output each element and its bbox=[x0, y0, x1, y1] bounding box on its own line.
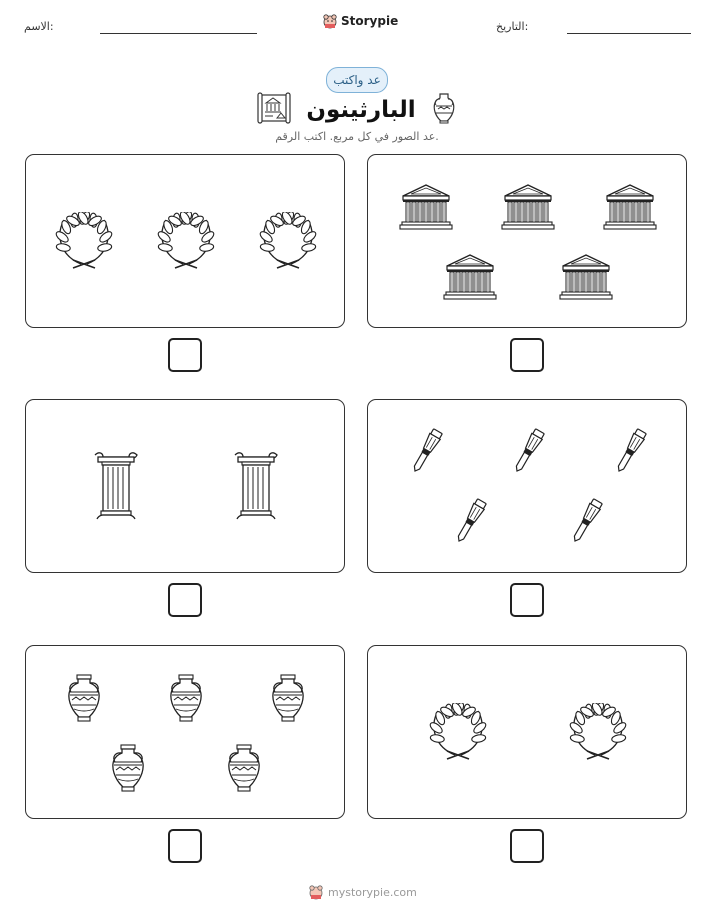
date-field-line[interactable] bbox=[567, 33, 691, 34]
page-title bbox=[0, 92, 714, 128]
title-text: البارثينون bbox=[306, 97, 416, 123]
laurel-wreath-icon bbox=[51, 212, 117, 276]
brand-logo bbox=[322, 13, 398, 29]
count-card-vases bbox=[25, 645, 345, 819]
laurel-wreath-icon bbox=[565, 703, 631, 767]
answer-box-temples[interactable] bbox=[510, 338, 544, 372]
parthenon-temple-icon bbox=[399, 183, 453, 235]
instructions: عد الصور في كل مربع. اكتب الرقم. bbox=[275, 130, 439, 143]
scroll-map-icon bbox=[257, 92, 291, 128]
storypie-mascot-icon bbox=[308, 884, 324, 900]
count-card-columns bbox=[25, 399, 345, 573]
parthenon-temple-icon bbox=[443, 253, 497, 305]
answer-box-wreaths[interactable] bbox=[168, 338, 202, 372]
parthenon-temple-icon bbox=[501, 183, 555, 235]
brand-name: Storypie bbox=[341, 14, 399, 28]
count-card-wreaths bbox=[25, 154, 345, 328]
amphora-vase-icon bbox=[64, 673, 104, 727]
count-card-temples bbox=[367, 154, 687, 328]
answer-box-wreaths-small[interactable] bbox=[510, 829, 544, 863]
date-label: التاريخ: bbox=[496, 20, 529, 33]
amphora-vase-icon bbox=[166, 673, 206, 727]
answer-box-columns[interactable] bbox=[168, 583, 202, 617]
chisel-icon bbox=[566, 496, 606, 552]
amphora-vase-icon bbox=[108, 743, 148, 797]
parthenon-temple-icon bbox=[603, 183, 657, 235]
count-card-wreaths-small bbox=[367, 645, 687, 819]
laurel-wreath-icon bbox=[425, 703, 491, 767]
amphora-vase-icon bbox=[431, 92, 457, 128]
activity-badge: عد واكتب bbox=[326, 67, 388, 93]
name-field-line[interactable] bbox=[100, 33, 257, 34]
amphora-vase-icon bbox=[224, 743, 264, 797]
chisel-icon bbox=[450, 496, 490, 552]
answer-box-vases[interactable] bbox=[168, 829, 202, 863]
greek-column-icon bbox=[233, 451, 279, 527]
chisel-icon bbox=[406, 426, 446, 482]
greek-column-icon bbox=[93, 451, 139, 527]
name-label: الاسم: bbox=[24, 20, 54, 33]
footer bbox=[308, 884, 417, 900]
answer-box-chisels[interactable] bbox=[510, 583, 544, 617]
chisel-icon bbox=[610, 426, 650, 482]
footer-url[interactable]: mystorypie.com bbox=[328, 885, 417, 899]
laurel-wreath-icon bbox=[153, 212, 219, 276]
chisel-icon bbox=[508, 426, 548, 482]
laurel-wreath-icon bbox=[255, 212, 321, 276]
amphora-vase-icon bbox=[268, 673, 308, 727]
parthenon-temple-icon bbox=[559, 253, 613, 305]
storypie-mascot-icon bbox=[322, 13, 338, 29]
count-card-chisels bbox=[367, 399, 687, 573]
